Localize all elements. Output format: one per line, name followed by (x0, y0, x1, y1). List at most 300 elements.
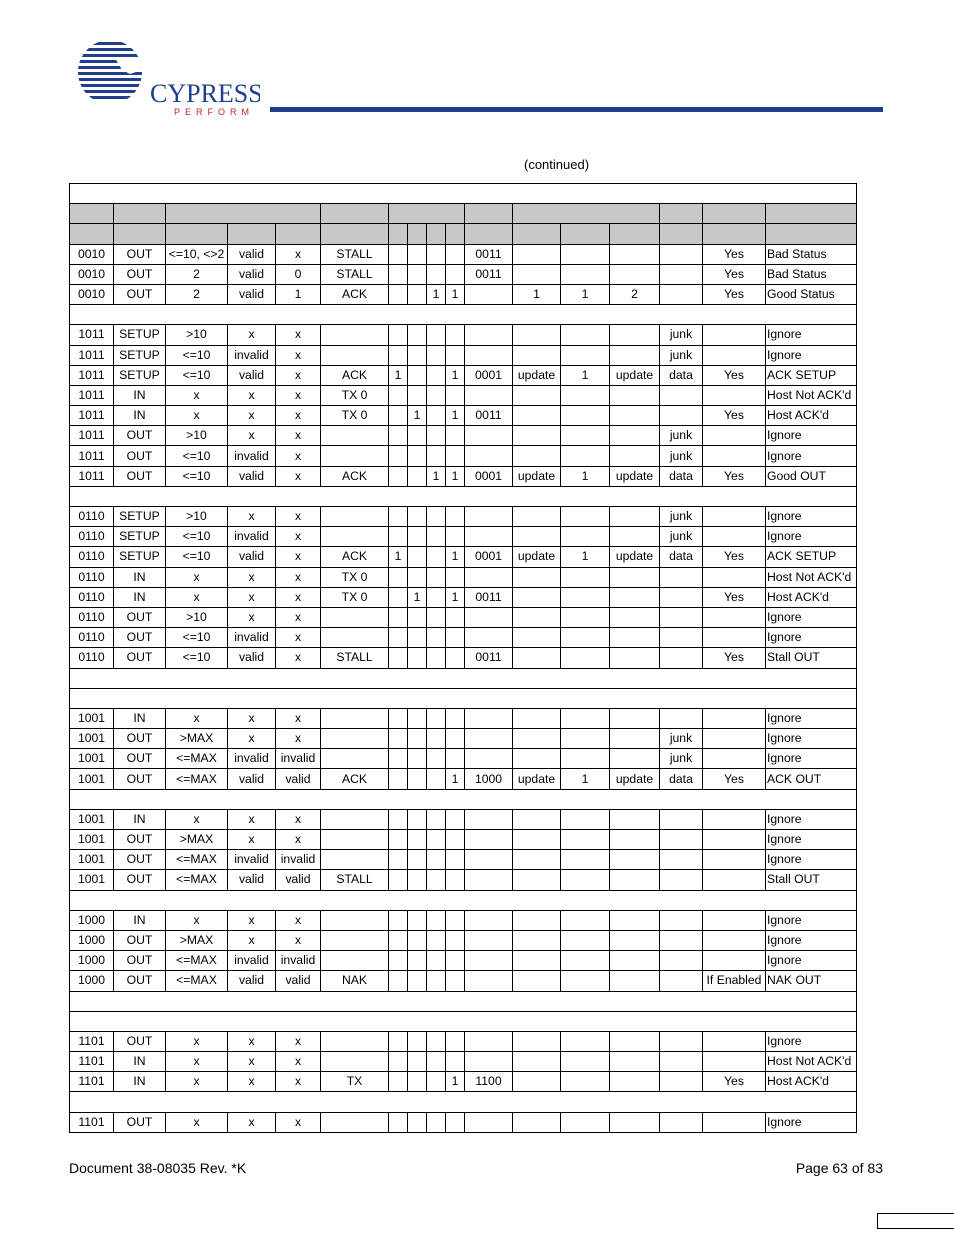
section-row (70, 991, 857, 1011)
table-cell: TX (321, 1072, 389, 1092)
table-cell: valid (228, 971, 276, 991)
section-cell (70, 688, 857, 708)
table-row (70, 809, 857, 829)
table-cell (561, 809, 610, 829)
table-cell (321, 1112, 389, 1132)
table-cell: invalid (228, 345, 276, 365)
table-cell: valid (276, 971, 321, 991)
table-cell (703, 426, 766, 446)
table-cell (610, 830, 660, 850)
table-cell: Yes (703, 406, 766, 426)
table-cell (389, 406, 408, 426)
table-cell (703, 345, 766, 365)
table-cell (446, 607, 465, 627)
table-cell (465, 385, 513, 405)
table-cell (465, 507, 513, 527)
table-row (70, 385, 857, 405)
table-cell: Ignore (766, 910, 857, 930)
table-cell (513, 1031, 561, 1051)
table-cell: 1000 (70, 910, 114, 930)
table-cell: 1 (446, 466, 465, 486)
table-cell (610, 971, 660, 991)
header-cell (465, 204, 513, 224)
table-cell: x (276, 446, 321, 466)
table-cell: IN (114, 1052, 166, 1072)
table-cell: invalid (228, 951, 276, 971)
table-cell: Host Not ACK'd (766, 567, 857, 587)
table-cell (610, 446, 660, 466)
table-cell (389, 527, 408, 547)
table-cell: x (228, 567, 276, 587)
table-cell: update (610, 769, 660, 789)
table-cell: x (276, 648, 321, 668)
table-row (70, 365, 857, 385)
table-cell: 0 (276, 264, 321, 284)
table-cell (408, 708, 427, 728)
table-cell (561, 244, 610, 264)
table-cell: x (276, 930, 321, 950)
table-cell (610, 507, 660, 527)
table-row (70, 547, 857, 567)
table-cell: Host Not ACK'd (766, 1052, 857, 1072)
table-cell (321, 426, 389, 446)
section-row (70, 688, 857, 708)
table-cell (321, 749, 389, 769)
table-cell (660, 870, 703, 890)
table-cell (408, 1072, 427, 1092)
table-cell: 1 (427, 466, 446, 486)
table-cell (427, 264, 446, 284)
table-cell: 1001 (70, 830, 114, 850)
table-cell (427, 850, 446, 870)
table-cell (513, 607, 561, 627)
table-cell (389, 284, 408, 304)
table-cell: invalid (228, 446, 276, 466)
table-cell (408, 426, 427, 446)
table-cell (513, 385, 561, 405)
table-cell (389, 951, 408, 971)
table-cell: SETUP (114, 345, 166, 365)
table-cell (703, 930, 766, 950)
table-cell: <=10 (166, 547, 228, 567)
protocol-table (69, 183, 857, 1133)
table-cell (389, 466, 408, 486)
table-cell: junk (660, 507, 703, 527)
table-cell: ACK SETUP (766, 365, 857, 385)
header-cell (321, 204, 389, 224)
table-cell (513, 850, 561, 870)
table-cell (427, 870, 446, 890)
table-cell: valid (276, 769, 321, 789)
table-cell: Host ACK'd (766, 406, 857, 426)
table-cell (321, 809, 389, 829)
table-cell: TX 0 (321, 587, 389, 607)
table-cell (446, 850, 465, 870)
table-cell (427, 527, 446, 547)
table-cell: IN (114, 406, 166, 426)
table-cell: 1 (446, 1072, 465, 1092)
table-cell (389, 729, 408, 749)
table-row (70, 244, 857, 264)
table-cell (513, 264, 561, 284)
table-cell (610, 264, 660, 284)
table-cell: 1001 (70, 708, 114, 728)
table-cell (660, 567, 703, 587)
table-cell (703, 527, 766, 547)
table-cell: x (166, 809, 228, 829)
table-cell: x (228, 708, 276, 728)
table-cell: >10 (166, 607, 228, 627)
table-cell: Yes (703, 769, 766, 789)
table-cell (561, 1112, 610, 1132)
table-cell (465, 1031, 513, 1051)
table-cell: OUT (114, 446, 166, 466)
table-cell (465, 628, 513, 648)
table-cell: 1011 (70, 385, 114, 405)
table-cell (427, 1112, 446, 1132)
table-cell (703, 446, 766, 466)
table-cell: OUT (114, 729, 166, 749)
table-cell: Yes (703, 365, 766, 385)
table-cell (465, 1112, 513, 1132)
table-cell: IN (114, 910, 166, 930)
table-cell (561, 446, 610, 466)
table-cell (610, 749, 660, 769)
table-cell (513, 587, 561, 607)
table-cell (427, 244, 446, 264)
table-cell (660, 264, 703, 284)
table-cell: >MAX (166, 930, 228, 950)
header-cell (660, 224, 703, 244)
table-cell (427, 648, 446, 668)
table-cell (427, 1072, 446, 1092)
table-cell (321, 910, 389, 930)
table-cell: IN (114, 708, 166, 728)
table-cell: SETUP (114, 507, 166, 527)
table-cell: 0011 (465, 406, 513, 426)
table-row (70, 587, 857, 607)
table-cell (610, 1112, 660, 1132)
table-cell: Host Not ACK'd (766, 385, 857, 405)
table-cell: STALL (321, 870, 389, 890)
table-cell: valid (228, 547, 276, 567)
table-cell (408, 607, 427, 627)
table-cell (446, 446, 465, 466)
table-cell (321, 1031, 389, 1051)
table-cell: TX 0 (321, 385, 389, 405)
table-cell (660, 385, 703, 405)
header-cell (114, 224, 166, 244)
table-cell (513, 951, 561, 971)
table-cell: x (228, 1072, 276, 1092)
table-cell (703, 1052, 766, 1072)
feedback-box[interactable] (877, 1213, 954, 1229)
table-cell (446, 951, 465, 971)
table-cell: 1 (446, 406, 465, 426)
table-cell: 1 (561, 365, 610, 385)
table-cell (408, 325, 427, 345)
table-cell: <=10 (166, 365, 228, 385)
table-cell: Ignore (766, 446, 857, 466)
table-cell (408, 1031, 427, 1051)
table-cell (446, 628, 465, 648)
table-cell: OUT (114, 607, 166, 627)
table-cell (660, 1031, 703, 1051)
header-cell (228, 224, 276, 244)
table-cell (427, 830, 446, 850)
table-cell: 1011 (70, 406, 114, 426)
table-cell: Ignore (766, 850, 857, 870)
table-cell (610, 729, 660, 749)
table-cell (561, 850, 610, 870)
header-cell (513, 204, 660, 224)
table-cell: OUT (114, 971, 166, 991)
table-cell: 1001 (70, 850, 114, 870)
table-cell (465, 951, 513, 971)
header-cell (114, 204, 166, 224)
table-cell (465, 971, 513, 991)
table-cell: 1000 (70, 930, 114, 950)
table-cell (513, 628, 561, 648)
table-cell (561, 1031, 610, 1051)
table-cell (610, 809, 660, 829)
table-cell (427, 708, 446, 728)
table-cell: valid (228, 264, 276, 284)
table-cell: x (228, 830, 276, 850)
table-cell: 0110 (70, 648, 114, 668)
table-cell: x (166, 1112, 228, 1132)
table-cell: x (228, 1052, 276, 1072)
table-cell (446, 507, 465, 527)
table-cell: <=10 (166, 466, 228, 486)
table-cell: OUT (114, 769, 166, 789)
table-cell: Ignore (766, 426, 857, 446)
table-cell (427, 930, 446, 950)
table-cell: <=10, <>2 (166, 244, 228, 264)
table-cell (465, 729, 513, 749)
section-cell (70, 890, 857, 910)
table-cell: 1101 (70, 1072, 114, 1092)
table-cell: x (276, 809, 321, 829)
table-cell (408, 870, 427, 890)
table-cell (427, 385, 446, 405)
table-cell: x (166, 567, 228, 587)
table-row (70, 628, 857, 648)
table-cell: x (228, 809, 276, 829)
header-cell (465, 224, 513, 244)
table-cell: x (166, 406, 228, 426)
table-cell: Good OUT (766, 466, 857, 486)
table-cell: 1001 (70, 749, 114, 769)
table-cell (610, 930, 660, 950)
table-cell: ACK OUT (766, 769, 857, 789)
table-cell (389, 809, 408, 829)
table-cell (389, 587, 408, 607)
table-cell: Host ACK'd (766, 1072, 857, 1092)
table-cell: 1 (408, 406, 427, 426)
table-cell: Yes (703, 466, 766, 486)
table-cell: NAK (321, 971, 389, 991)
table-cell (389, 426, 408, 446)
table-cell: 1000 (465, 769, 513, 789)
table-cell (465, 910, 513, 930)
table-cell (610, 345, 660, 365)
table-cell (610, 910, 660, 930)
table-cell: valid (228, 769, 276, 789)
table-cell: <=MAX (166, 870, 228, 890)
table-cell: IN (114, 1072, 166, 1092)
table-cell (408, 365, 427, 385)
table-cell (427, 951, 446, 971)
table-cell (660, 1052, 703, 1072)
header-cell (389, 204, 465, 224)
table-cell: x (228, 1112, 276, 1132)
table-cell: x (228, 426, 276, 446)
table-cell (389, 567, 408, 587)
table-cell: <=10 (166, 446, 228, 466)
table-row (70, 1052, 857, 1072)
table-cell: 2 (166, 264, 228, 284)
table-cell: Yes (703, 1072, 766, 1092)
table-cell: Yes (703, 244, 766, 264)
table-cell (408, 850, 427, 870)
table-cell: 1 (446, 365, 465, 385)
table-cell (465, 325, 513, 345)
table-cell (660, 1072, 703, 1092)
table-cell (703, 910, 766, 930)
table-cell: 1011 (70, 325, 114, 345)
table-cell (446, 426, 465, 446)
table-cell (561, 870, 610, 890)
table-cell (321, 830, 389, 850)
table-cell (389, 507, 408, 527)
table-cell (427, 1052, 446, 1072)
table-cell: Ignore (766, 809, 857, 829)
table-cell (513, 729, 561, 749)
table-cell: 1 (276, 284, 321, 304)
table-row (70, 284, 857, 304)
table-cell (446, 870, 465, 890)
table-cell (427, 971, 446, 991)
table-cell: 0011 (465, 587, 513, 607)
table-cell (465, 870, 513, 890)
table-cell (610, 385, 660, 405)
table-cell (427, 325, 446, 345)
table-cell (660, 648, 703, 668)
table-cell (513, 930, 561, 950)
table-cell (513, 1072, 561, 1092)
table-cell (561, 264, 610, 284)
table-cell: <=MAX (166, 749, 228, 769)
table-cell: Stall OUT (766, 648, 857, 668)
table-cell: IN (114, 567, 166, 587)
table-cell (389, 850, 408, 870)
table-cell (321, 628, 389, 648)
table-row (70, 406, 857, 426)
table-cell: x (166, 1031, 228, 1051)
table-cell (446, 567, 465, 587)
table-cell: Host ACK'd (766, 587, 857, 607)
table-cell: Ignore (766, 951, 857, 971)
table-cell: junk (660, 426, 703, 446)
table-cell: SETUP (114, 325, 166, 345)
table-cell: x (276, 607, 321, 627)
table-cell (389, 244, 408, 264)
table-cell (561, 708, 610, 728)
header-cell (166, 204, 321, 224)
table-cell (408, 1052, 427, 1072)
table-cell (561, 426, 610, 446)
table-cell (610, 587, 660, 607)
table-cell (703, 1112, 766, 1132)
table-cell (465, 930, 513, 950)
header-cell (166, 224, 228, 244)
header-cell (660, 204, 703, 224)
table-cell: x (228, 910, 276, 930)
table-cell (561, 527, 610, 547)
table-cell: >10 (166, 325, 228, 345)
table-cell: x (276, 910, 321, 930)
table-cell: invalid (228, 628, 276, 648)
table-cell: IN (114, 587, 166, 607)
table-cell: OUT (114, 628, 166, 648)
table-cell: Ignore (766, 729, 857, 749)
table-cell (446, 708, 465, 728)
table-cell (660, 830, 703, 850)
table-cell (660, 951, 703, 971)
table-cell (427, 365, 446, 385)
header-row (70, 224, 857, 244)
header-cell (766, 204, 857, 224)
table-cell (446, 930, 465, 950)
table-cell: 1 (561, 466, 610, 486)
table-cell: OUT (114, 830, 166, 850)
table-cell (513, 830, 561, 850)
table-cell (389, 749, 408, 769)
table-cell: Ignore (766, 708, 857, 728)
table-cell: 0011 (465, 264, 513, 284)
table-row (70, 769, 857, 789)
table-cell (465, 527, 513, 547)
table-cell (610, 426, 660, 446)
table-cell (465, 1052, 513, 1072)
table-cell (660, 587, 703, 607)
table-cell: NAK OUT (766, 971, 857, 991)
table-cell: 0011 (465, 648, 513, 668)
table-cell (427, 749, 446, 769)
table-cell: x (166, 385, 228, 405)
table-row (70, 1112, 857, 1132)
table-cell (389, 830, 408, 850)
table-cell (389, 1072, 408, 1092)
table-cell (703, 507, 766, 527)
table-cell: Ignore (766, 325, 857, 345)
table-cell (561, 385, 610, 405)
table-cell: SETUP (114, 527, 166, 547)
table-cell: x (276, 345, 321, 365)
table-cell: x (276, 729, 321, 749)
table-cell (513, 446, 561, 466)
table-cell: <=10 (166, 648, 228, 668)
table-cell: x (228, 729, 276, 749)
table-cell: Ignore (766, 1031, 857, 1051)
section-cell (70, 668, 857, 688)
table-cell (408, 547, 427, 567)
table-cell: junk (660, 446, 703, 466)
section-row (70, 1011, 857, 1031)
table-cell (561, 628, 610, 648)
table-cell: Ignore (766, 345, 857, 365)
